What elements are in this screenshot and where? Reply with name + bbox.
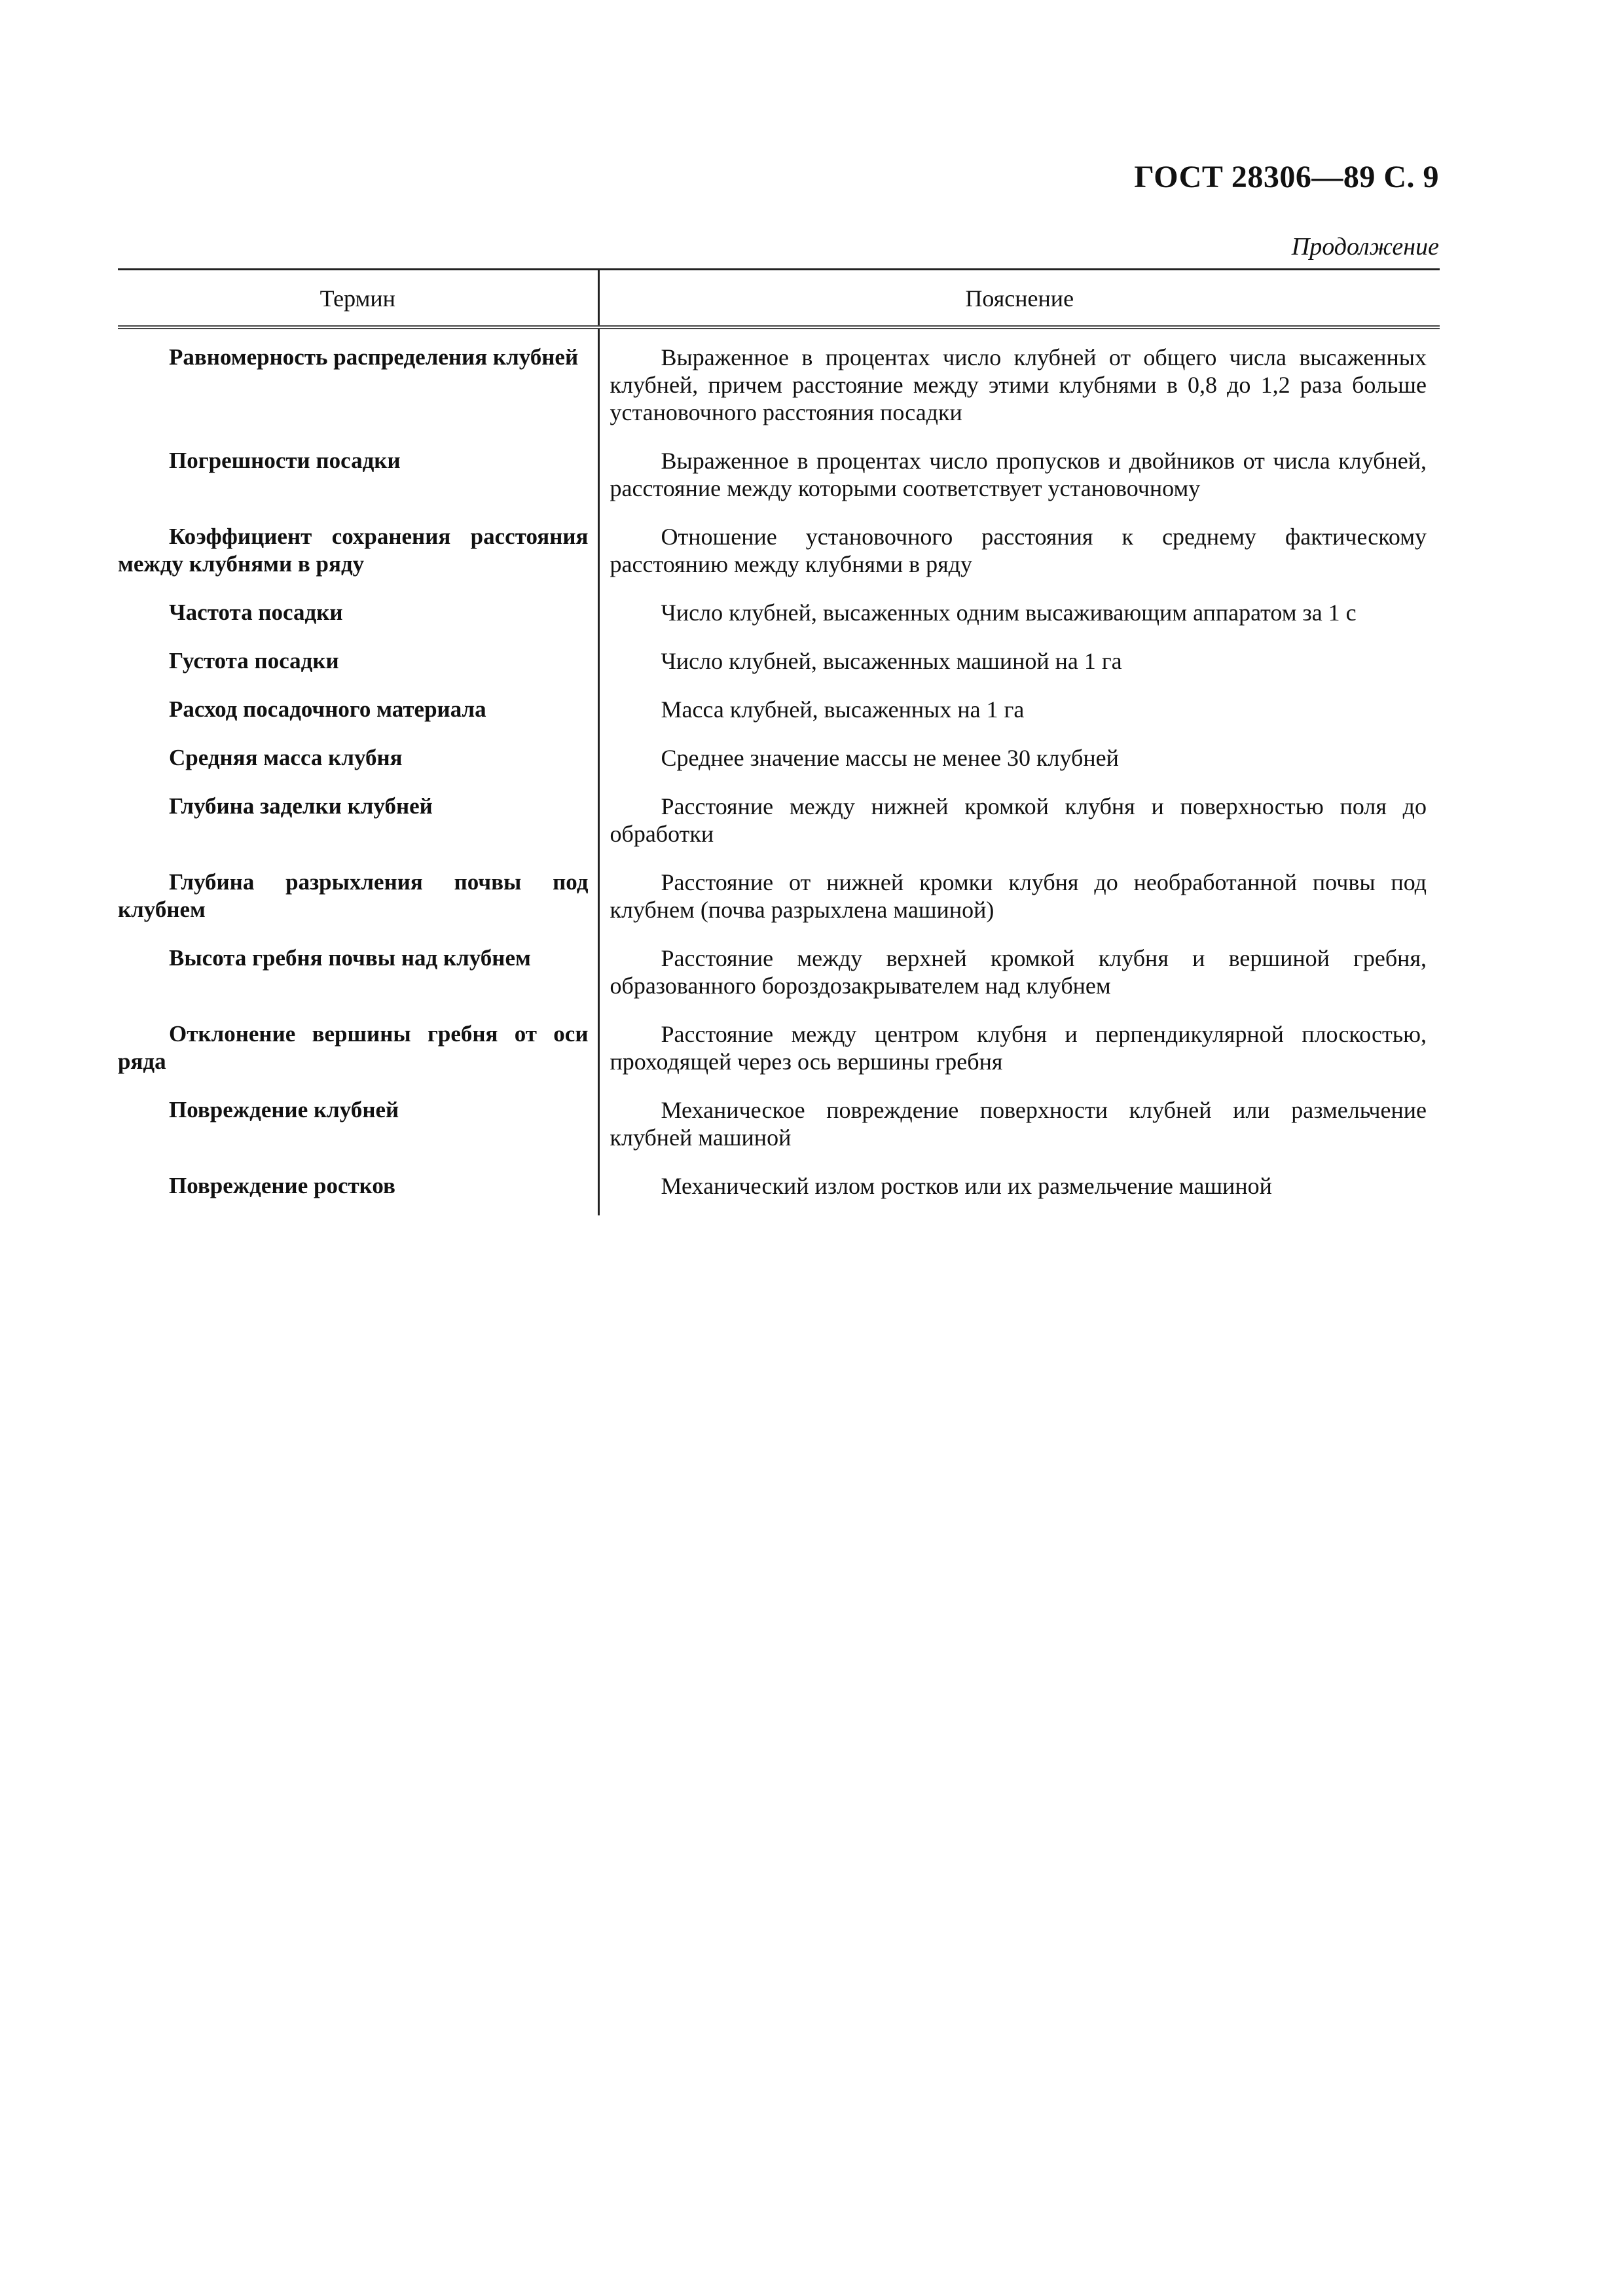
table-row	[118, 327, 1440, 442]
table-row	[118, 939, 1440, 1015]
term-cell: Отклонение вершины гребня от оси ряда	[118, 1015, 598, 1091]
table-row	[118, 642, 1440, 691]
table-row	[118, 787, 1440, 863]
table-row	[118, 518, 1440, 594]
explanation-cell: Выраженное в процентах число клубней от общего числа высаженных клубней, причем расстояние между этими клубнями в 0,8 до 1,2 раза больше установочного расстояния посадки	[610, 344, 1427, 425]
term-cell: Частота посадки	[118, 594, 598, 642]
term-cell: Средняя масса клубня	[118, 739, 598, 787]
term-cell: Равномерность распределения клубней	[118, 327, 598, 442]
table-row	[118, 1091, 1440, 1167]
term-cell: Густота посадки	[118, 642, 598, 691]
term-cell: Погрешности посадки	[118, 442, 598, 518]
column-header-explanation: Пояснение	[598, 270, 1440, 328]
term-cell: Высота гребня почвы над клубнем	[118, 939, 598, 1015]
term-cell: Повреждение ростков	[118, 1167, 598, 1215]
term-cell: Глубина разрыхления почвы под клубнем	[118, 863, 598, 939]
explanation-cell: Число клубней, высаженных машиной на 1 га	[661, 648, 1122, 674]
explanation-cell: Среднее значение массы не менее 30 клубней	[661, 745, 1119, 771]
term-cell: Повреждение клубней	[118, 1091, 598, 1167]
table-header-row	[118, 270, 1440, 328]
table-row	[118, 594, 1440, 642]
continuation-label: Продолжение	[1291, 233, 1439, 260]
term-cell: Коэффициент сохранения расстояния между клубнями в ряду	[118, 518, 598, 594]
table-row	[118, 1015, 1440, 1091]
table-row	[118, 1167, 1440, 1215]
explanation-cell: Расстояние между центром клубня и перпендикулярной плоскостью, проходящей через ось вершины гребня	[610, 1021, 1427, 1075]
term-cell: Глубина заделки клубней	[118, 787, 598, 863]
explanation-cell: Расстояние между верхней кромкой клубня и вершиной гребня, образованного бороздозакрывателем над клубнем	[610, 945, 1427, 999]
explanation-cell: Механический излом ростков или их размельчение машиной	[661, 1173, 1272, 1199]
explanation-cell: Расстояние между нижней кромкой клубня и поверхностью поля до обработки	[610, 793, 1427, 847]
column-header-term: Термин	[118, 270, 598, 328]
page-header: ГОСТ 28306—89 С. 9	[1134, 160, 1439, 194]
explanation-cell: Отношение установочного расстояния к среднему фактическому расстоянию между клубнями в ряду	[610, 524, 1427, 577]
table-row	[118, 863, 1440, 939]
explanation-cell: Число клубней, высаженных одним высаживающим аппаратом за 1 с	[661, 600, 1357, 626]
terms-table	[118, 268, 1440, 1215]
table-row	[118, 691, 1440, 739]
table-row	[118, 442, 1440, 518]
explanation-cell: Выраженное в процентах число пропусков и двойников от числа клубней, расстояние между которыми соответствует установочному	[610, 448, 1427, 501]
explanation-cell: Расстояние от нижней кромки клубня до необработанной почвы под клубнем (почва разрыхлена машиной)	[610, 869, 1427, 923]
term-cell: Расход посадочного материала	[118, 691, 598, 739]
explanation-cell: Механическое повреждение поверхности клубней или размельчение клубней машиной	[610, 1097, 1427, 1151]
explanation-cell: Масса клубней, высаженных на 1 га	[661, 696, 1025, 723]
table-row	[118, 739, 1440, 787]
